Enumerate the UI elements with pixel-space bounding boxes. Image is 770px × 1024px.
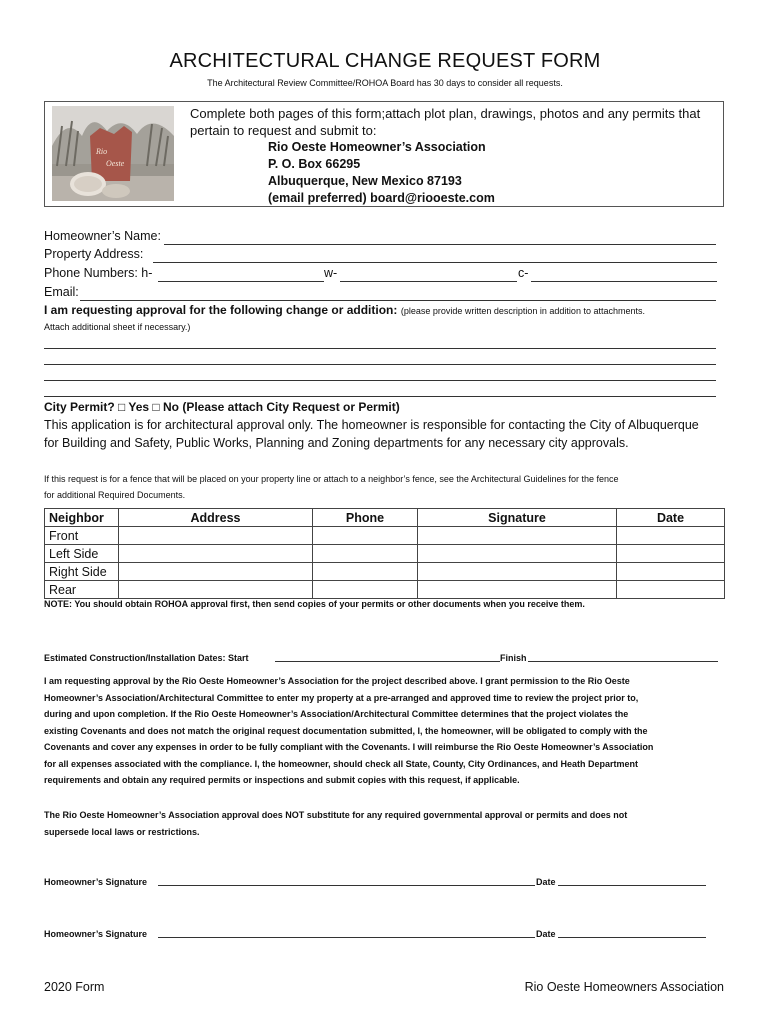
signature-cell[interactable] bbox=[418, 581, 617, 599]
city-permit-question[interactable]: City Permit? □ Yes □ No (Please attach City Request or Permit) bbox=[44, 400, 400, 414]
row-label: Right Side bbox=[45, 563, 119, 581]
phone-cell[interactable] bbox=[313, 527, 418, 545]
request-heading-text: I am requesting approval for the following change or addition: bbox=[44, 303, 398, 317]
fence-line-1: If this request is for a fence that will be placed on your property line or attach to a neighbor’s fence, see the Architectural Guidelines for the fence bbox=[44, 474, 619, 484]
phone-h-line[interactable] bbox=[158, 281, 324, 282]
phone-cell[interactable] bbox=[313, 581, 418, 599]
email-line[interactable] bbox=[80, 300, 716, 301]
address-cell[interactable] bbox=[119, 527, 313, 545]
disclaimer-paragraph bbox=[44, 807, 724, 840]
phone-cell[interactable] bbox=[313, 545, 418, 563]
signature-2-date-label: Date bbox=[536, 929, 556, 939]
start-date-label: Estimated Construction/Installation Dates: Start bbox=[44, 653, 249, 663]
email-field[interactable] bbox=[44, 285, 79, 299]
footer-form-year: 2020 Form bbox=[44, 980, 105, 994]
consent-line: for all expenses associated with the compliance. I, the homeowner, should check all State, County, City Ordinances, and Heath Department bbox=[44, 758, 638, 769]
svg-text:Oeste: Oeste bbox=[106, 159, 125, 168]
assoc-name: Rio Oeste Homeowner’s Association bbox=[268, 140, 486, 154]
homeowner-name-field[interactable] bbox=[44, 229, 161, 243]
phone-c-line[interactable] bbox=[531, 281, 717, 282]
consent-line: Homeowner’s Association/Architectural Committee to enter my property at a pre-arranged and approved time to review the project prior to, bbox=[44, 692, 639, 703]
description-line-2[interactable] bbox=[44, 364, 716, 365]
description-line-4[interactable] bbox=[44, 396, 716, 397]
date-cell[interactable] bbox=[617, 581, 725, 599]
phone-numbers-field[interactable] bbox=[44, 266, 152, 280]
address-cell[interactable] bbox=[119, 581, 313, 599]
city-line-2: for Building and Safety, Public Works, Planning and Zoning departments for any necessary city approvals. bbox=[44, 436, 629, 450]
phone-w-label: w- bbox=[324, 266, 338, 280]
signature-2-line[interactable] bbox=[158, 937, 535, 938]
dates-row bbox=[44, 650, 724, 667]
fence-line-2: for additional Required Documents. bbox=[44, 490, 186, 500]
phone-h-label: Phone Numbers: h- bbox=[44, 266, 153, 280]
signature-2-label: Homeowner’s Signature bbox=[44, 929, 148, 939]
disclaimer-line: supersede local laws or restrictions. bbox=[44, 826, 200, 837]
intro-line-2: pertain to request and submit to: bbox=[190, 123, 377, 138]
phone-w-line[interactable] bbox=[340, 281, 517, 282]
row-label: Left Side bbox=[45, 545, 119, 563]
intro-line-1: Complete both pages of this form;attach plot plan, drawings, photos and any permits that bbox=[190, 106, 701, 121]
finish-date-label: Finish bbox=[500, 653, 527, 663]
logo-photo bbox=[52, 106, 174, 201]
signature-1-label: Homeowner’s Signature bbox=[44, 877, 148, 887]
attach-note: Attach additional sheet if necessary.) bbox=[44, 322, 191, 332]
po-box: P. O. Box 66295 bbox=[268, 157, 361, 171]
signature-1-line[interactable] bbox=[158, 885, 535, 886]
consent-line: I am requesting approval by the Rio Oeste Homeowner’s Association for the project described above. I grant permission to the Rio Oeste bbox=[44, 676, 630, 686]
signature-cell[interactable] bbox=[418, 527, 617, 545]
request-heading-note: (please provide written description in addition to attachments. bbox=[400, 306, 645, 316]
footer-association: Rio Oeste Homeowners Association bbox=[524, 980, 724, 994]
table-row bbox=[45, 581, 725, 599]
signature-2-date-line[interactable] bbox=[558, 937, 706, 938]
address-cell[interactable] bbox=[119, 563, 313, 581]
phone-c-label: c- bbox=[518, 266, 529, 280]
col-address: Address bbox=[119, 509, 313, 527]
homeowner-name-line[interactable] bbox=[164, 244, 716, 245]
col-phone: Phone bbox=[313, 509, 418, 527]
approval-note: NOTE: You should obtain ROHOA approval first, then send copies of your permits or other documents when you receive them. bbox=[44, 599, 585, 609]
signature-1-date-label: Date bbox=[536, 877, 556, 887]
phone-cell[interactable] bbox=[313, 563, 418, 581]
city-line-1: This application is for architectural approval only. The homeowner is responsible for contacting the City of Albuquerque bbox=[44, 418, 699, 432]
request-heading bbox=[44, 303, 645, 317]
table-row bbox=[45, 545, 725, 563]
col-neighbor: Neighbor bbox=[45, 509, 119, 527]
form-subtitle: The Architectural Review Committee/ROHOA Board has 30 days to consider all requests. bbox=[207, 78, 563, 88]
row-label: Front bbox=[45, 527, 119, 545]
consent-line: existing Covenants and does not match the original request documentation submitted, I, the homeowner, will be obligated to comply with the bbox=[44, 725, 648, 736]
consent-line: Covenants and cover any expenses in order to be fully compliant with the Covenants. I will reimburse the Rio Oeste Homeowner’s Association bbox=[44, 742, 654, 752]
consent-line: requirements and obtain any required permits or inspections and submit copies with this request, if applicable. bbox=[44, 775, 520, 785]
contact-email: (email preferred) board@riooeste.com bbox=[268, 191, 495, 205]
submission-instructions bbox=[190, 105, 720, 207]
form-title: ARCHITECTURAL CHANGE REQUEST FORM bbox=[169, 50, 601, 72]
disclaimer-line: The Rio Oeste Homeowner’s Association approval does NOT substitute for any required governmental approval or permits and does not bbox=[44, 810, 628, 820]
homeowner-name-label: Homeowner’s Name: bbox=[44, 229, 161, 243]
description-line-1[interactable] bbox=[44, 348, 716, 349]
property-address-label: Property Address: bbox=[44, 247, 144, 261]
consent-paragraph bbox=[44, 673, 724, 789]
col-signature: Signature bbox=[418, 509, 617, 527]
property-address-field[interactable] bbox=[44, 247, 143, 261]
city-state-zip: Albuquerque, New Mexico 87193 bbox=[268, 174, 462, 188]
consent-line: during and upon completion. If the Rio Oeste Homeowner’s Association/Architectural Committee determines that the project violates the bbox=[44, 709, 629, 719]
date-cell[interactable] bbox=[617, 545, 725, 563]
address-cell[interactable] bbox=[119, 545, 313, 563]
svg-text:Rio: Rio bbox=[96, 147, 108, 156]
email-label: Email: bbox=[44, 285, 79, 299]
neighbor-table bbox=[44, 508, 725, 599]
start-date-line[interactable] bbox=[275, 661, 500, 662]
signature-cell[interactable] bbox=[418, 545, 617, 563]
row-label: Rear bbox=[45, 581, 119, 599]
table-header-row bbox=[45, 509, 725, 527]
table-row bbox=[45, 563, 725, 581]
signature-1-date-line[interactable] bbox=[558, 885, 706, 886]
property-address-line[interactable] bbox=[153, 262, 717, 263]
date-cell[interactable] bbox=[617, 563, 725, 581]
table-row bbox=[45, 527, 725, 545]
signature-cell[interactable] bbox=[418, 563, 617, 581]
description-line-3[interactable] bbox=[44, 380, 716, 381]
date-cell[interactable] bbox=[617, 527, 725, 545]
col-date: Date bbox=[617, 509, 725, 527]
finish-date-line[interactable] bbox=[528, 661, 718, 662]
